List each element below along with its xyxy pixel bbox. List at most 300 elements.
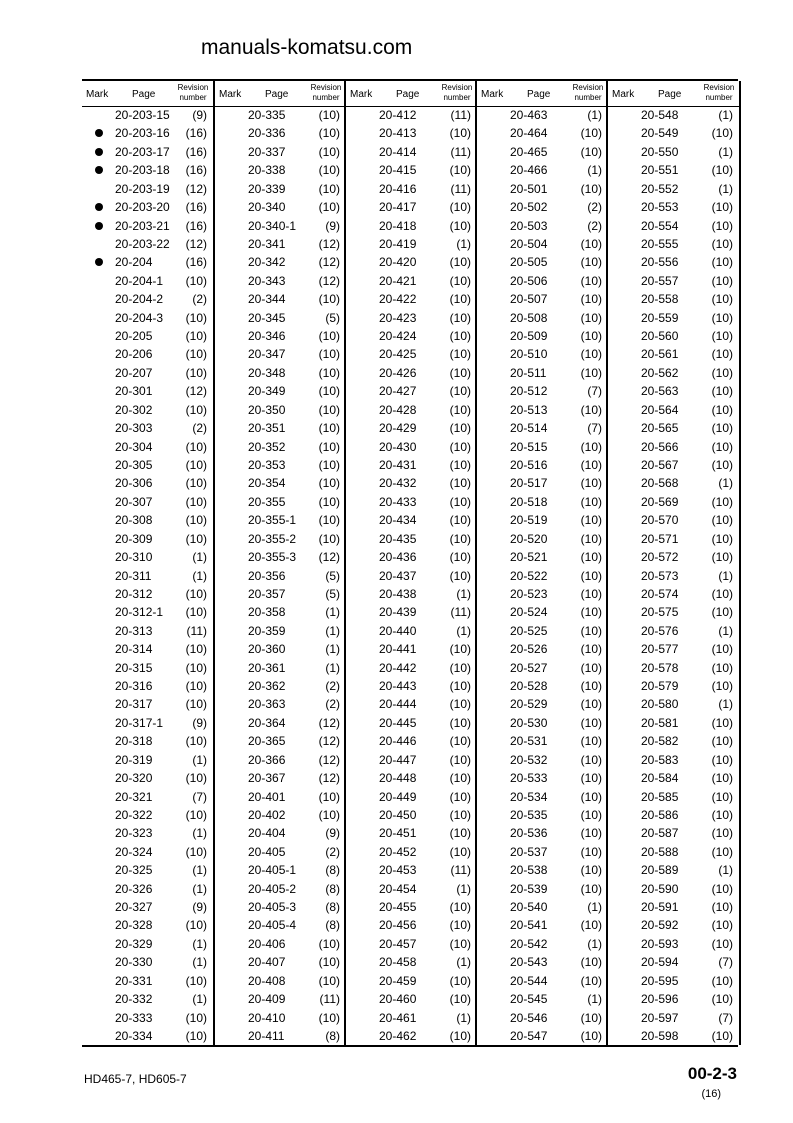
table-row [477, 198, 608, 216]
table-row [215, 548, 346, 566]
table-row [608, 622, 739, 640]
page-number: 20-458 [379, 955, 417, 970]
page-number: 20-305 [115, 457, 153, 472]
table-row [215, 659, 346, 677]
page-number: 20-527 [510, 660, 548, 675]
page-number: 20-314 [115, 642, 153, 657]
page-number: 20-556 [641, 255, 679, 270]
page-number: 20-433 [379, 494, 417, 509]
page-number: 20-507 [510, 292, 548, 307]
table-row [477, 382, 608, 400]
page-number: 20-524 [510, 605, 548, 620]
page-number: 20-577 [641, 642, 679, 657]
page-number: 20-359 [248, 623, 286, 638]
table-row [346, 732, 477, 750]
table-row [82, 198, 213, 216]
table-row [608, 824, 739, 842]
page-number: 20-521 [510, 550, 548, 565]
revision-number: (10) [580, 642, 602, 657]
page-number: 20-304 [115, 439, 153, 454]
page-number: 20-462 [379, 1029, 417, 1043]
page-number: 20-412 [379, 108, 417, 122]
table-row [477, 235, 608, 253]
footer-page-revision: (16) [701, 1088, 721, 1100]
revision-number: (12) [185, 236, 207, 251]
page-number: 20-522 [510, 568, 548, 583]
table-row [608, 788, 739, 806]
table-row [215, 972, 346, 990]
table-row [608, 290, 739, 308]
page-number: 20-569 [641, 494, 679, 509]
page-number: 20-336 [248, 126, 286, 141]
table-row [215, 253, 346, 271]
revision-number: (10) [580, 881, 602, 896]
table-row [215, 732, 346, 750]
table-row [215, 290, 346, 308]
table-row [215, 382, 346, 400]
revision-number: (10) [185, 329, 207, 344]
page-number: 20-447 [379, 752, 417, 767]
table-row [346, 364, 477, 382]
page-number: 20-555 [641, 236, 679, 251]
table-row [477, 622, 608, 640]
revision-number: (10) [449, 384, 471, 399]
table-row [477, 456, 608, 474]
revision-number: (10) [318, 126, 340, 141]
table-row [477, 677, 608, 695]
page-number: 20-315 [115, 660, 153, 675]
page-number: 20-420 [379, 255, 417, 270]
revision-number: (1) [325, 642, 340, 657]
revision-number: (10) [711, 531, 733, 546]
revision-number: (10) [580, 568, 602, 583]
page-number: 20-303 [115, 421, 153, 436]
revision-number: (12) [318, 752, 340, 767]
revision-number: (10) [318, 200, 340, 215]
revision-number: (1) [587, 108, 602, 122]
table-row [82, 438, 213, 456]
table-row [346, 419, 477, 437]
page-number: 20-440 [379, 623, 417, 638]
table-row [608, 714, 739, 732]
page-number: 20-350 [248, 402, 286, 417]
table-row [82, 714, 213, 732]
revision-number: (1) [456, 623, 471, 638]
page-number: 20-597 [641, 1010, 679, 1025]
table-row [608, 990, 739, 1008]
table-row [346, 861, 477, 879]
revision-number: (10) [711, 826, 733, 841]
page-number: 20-550 [641, 144, 679, 159]
table-row [346, 751, 477, 769]
page-number: 20-446 [379, 734, 417, 749]
page-number: 20-580 [641, 697, 679, 712]
revision-number: (10) [185, 973, 207, 988]
table-row [346, 253, 477, 271]
table-row [346, 990, 477, 1008]
page-number: 20-331 [115, 973, 153, 988]
table-row [608, 916, 739, 934]
page-number: 20-510 [510, 347, 548, 362]
page-number: 20-536 [510, 826, 548, 841]
revision-number: (1) [718, 697, 733, 712]
revision-number: (10) [711, 550, 733, 565]
table-row [82, 916, 213, 934]
revision-number: (10) [185, 476, 207, 491]
page-number: 20-558 [641, 292, 679, 307]
revision-number: (11) [450, 108, 471, 122]
revision-number: (12) [318, 771, 340, 786]
table-row [82, 806, 213, 824]
page-number: 20-435 [379, 531, 417, 546]
table-row [215, 511, 346, 529]
revision-number: (11) [450, 863, 471, 878]
revision-number: (10) [185, 457, 207, 472]
page-number: 20-327 [115, 900, 153, 915]
revision-number: (5) [325, 568, 340, 583]
revision-number: (11) [450, 144, 471, 159]
table-row [608, 659, 739, 677]
revision-number: (1) [718, 144, 733, 159]
table-row [346, 659, 477, 677]
page-number: 20-318 [115, 734, 153, 749]
revision-number: (10) [185, 365, 207, 380]
revision-number: (10) [185, 844, 207, 859]
column-group [606, 81, 741, 1045]
revision-number: (16) [185, 218, 207, 233]
revision-number: (10) [449, 734, 471, 749]
revision-number: (2) [587, 200, 602, 215]
page-number: 20-549 [641, 126, 679, 141]
column-header [82, 81, 213, 107]
table-row [215, 456, 346, 474]
revision-number: (10) [711, 126, 733, 141]
page-number: 20-321 [115, 789, 153, 804]
table-row [608, 695, 739, 713]
revision-number: (10) [580, 347, 602, 362]
page-number: 20-461 [379, 1010, 417, 1025]
column-header [215, 81, 346, 107]
table-row [346, 788, 477, 806]
table-row [346, 382, 477, 400]
table-row [215, 935, 346, 953]
table-row [477, 124, 608, 142]
table-row [477, 419, 608, 437]
page-number: 20-594 [641, 955, 679, 970]
revision-number: (10) [580, 476, 602, 491]
revision-number: (10) [711, 973, 733, 988]
table-row [82, 567, 213, 585]
page-number: 20-552 [641, 181, 679, 196]
page-number: 20-566 [641, 439, 679, 454]
table-row [346, 143, 477, 161]
page-number: 20-445 [379, 715, 417, 730]
revision-number: (10) [318, 476, 340, 491]
page-number: 20-317 [115, 697, 153, 712]
revision-number: (10) [711, 273, 733, 288]
revision-number: (10) [185, 918, 207, 933]
page-number: 20-586 [641, 807, 679, 822]
table-row [477, 511, 608, 529]
page-number: 20-427 [379, 384, 417, 399]
revision-number: (1) [192, 881, 207, 896]
page-number: 20-529 [510, 697, 548, 712]
page-number: 20-570 [641, 513, 679, 528]
table-row [82, 124, 213, 142]
revision-number: (10) [711, 292, 733, 307]
revision-number: (10) [580, 697, 602, 712]
page-number: 20-551 [641, 163, 679, 178]
table-row [346, 456, 477, 474]
page-number: 20-541 [510, 918, 548, 933]
page-number: 20-542 [510, 936, 548, 951]
table-row [608, 530, 739, 548]
table-row [608, 898, 739, 916]
page-number: 20-352 [248, 439, 286, 454]
table-row [215, 530, 346, 548]
page-number: 20-204-2 [115, 292, 164, 307]
table-row [346, 474, 477, 492]
revision-number: (10) [711, 421, 733, 436]
column-group [82, 81, 213, 1045]
page-number: 20-334 [115, 1029, 153, 1043]
revision-number: (10) [185, 439, 207, 454]
page-number: 20-442 [379, 660, 417, 675]
table-row [215, 198, 346, 216]
table-row [477, 603, 608, 621]
table-row [477, 253, 608, 271]
page-number: 20-401 [248, 789, 286, 804]
revision-number: (10) [449, 900, 471, 915]
page-number: 20-583 [641, 752, 679, 767]
revision-number: (10) [318, 973, 340, 988]
page-number: 20-425 [379, 347, 417, 362]
table-row [608, 456, 739, 474]
page-number: 20-593 [641, 936, 679, 951]
table-row [346, 972, 477, 990]
revision-number: (10) [318, 1010, 340, 1025]
table-row [477, 953, 608, 971]
table-row [215, 843, 346, 861]
table-row [477, 824, 608, 842]
table-row [82, 419, 213, 437]
revision-number: (10) [185, 642, 207, 657]
table-row [608, 953, 739, 971]
revision-number: (10) [580, 292, 602, 307]
page-number: 20-424 [379, 329, 417, 344]
revision-number: (10) [711, 881, 733, 896]
revision-number: (10) [711, 255, 733, 270]
table-row [608, 843, 739, 861]
revision-number: (10) [580, 494, 602, 509]
page-number: 20-360 [248, 642, 286, 657]
revision-number: (10) [318, 421, 340, 436]
table-row [215, 603, 346, 621]
page-number: 20-531 [510, 734, 548, 749]
table-row [215, 124, 346, 142]
revision-number: (10) [449, 439, 471, 454]
revision-number: (10) [580, 623, 602, 638]
page-number: 20-587 [641, 826, 679, 841]
page-number: 20-405-1 [248, 863, 297, 878]
header-page: Page [658, 89, 682, 100]
revision-number: (10) [449, 531, 471, 546]
page-number: 20-302 [115, 402, 153, 417]
revision-number: (7) [587, 384, 602, 399]
table-row [82, 327, 213, 345]
table-row [608, 603, 739, 621]
table-row [82, 180, 213, 198]
revision-number: (1) [192, 550, 207, 565]
revision-number: (10) [711, 329, 733, 344]
revision-number: (10) [580, 439, 602, 454]
page-number: 20-407 [248, 955, 286, 970]
revision-number: (10) [185, 679, 207, 694]
revision-number: (10) [318, 402, 340, 417]
page-number: 20-437 [379, 568, 417, 583]
revision-number: (10) [318, 292, 340, 307]
page-number: 20-523 [510, 586, 548, 601]
page-number: 20-545 [510, 992, 548, 1007]
table-row [477, 327, 608, 345]
revision-number: (10) [711, 771, 733, 786]
revision-number: (10) [185, 347, 207, 362]
revision-number: (10) [318, 955, 340, 970]
table-row [82, 493, 213, 511]
watermark: manuals-komatsu.com [201, 36, 413, 59]
table-row [215, 916, 346, 934]
column-header [608, 81, 739, 107]
page-number: 20-411 [248, 1029, 285, 1043]
page-number: 20-516 [510, 457, 548, 472]
table-row [215, 585, 346, 603]
page-number: 20-514 [510, 421, 548, 436]
revision-number: (12) [185, 384, 207, 399]
table-row [346, 843, 477, 861]
page-number: 20-501 [510, 181, 548, 196]
table-row [346, 603, 477, 621]
table-row [608, 1009, 739, 1027]
table-row [215, 677, 346, 695]
page-number: 20-585 [641, 789, 679, 804]
page-number: 20-332 [115, 992, 153, 1007]
page-number: 20-581 [641, 715, 679, 730]
table-row [346, 309, 477, 327]
page-number: 20-416 [379, 181, 417, 196]
page-number: 20-203-18 [115, 163, 170, 178]
revision-number: (8) [325, 918, 340, 933]
page-number: 20-434 [379, 513, 417, 528]
revision-number: (10) [580, 789, 602, 804]
page-number: 20-324 [115, 844, 153, 859]
table-row [477, 567, 608, 585]
table-row [82, 972, 213, 990]
revision-number: (10) [711, 163, 733, 178]
page-number: 20-463 [510, 108, 548, 122]
table-row [82, 253, 213, 271]
page-number: 20-203-17 [115, 144, 170, 159]
table-row [215, 493, 346, 511]
page-number: 20-575 [641, 605, 679, 620]
revision-number: (10) [580, 365, 602, 380]
table-row [215, 143, 346, 161]
table-row [608, 511, 739, 529]
revision-number: (11) [450, 605, 471, 620]
page-number: 20-361 [248, 660, 286, 675]
revision-number: (10) [711, 715, 733, 730]
page-number: 20-560 [641, 329, 679, 344]
revision-number: (10) [711, 936, 733, 951]
revision-number: (8) [325, 900, 340, 915]
page-number: 20-322 [115, 807, 153, 822]
page-number: 20-505 [510, 255, 548, 270]
revision-number: (8) [325, 863, 340, 878]
page-number: 20-590 [641, 881, 679, 896]
page-number: 20-333 [115, 1010, 153, 1025]
page-number: 20-530 [510, 715, 548, 730]
revision-number: (10) [318, 789, 340, 804]
header-mark: Mark [86, 89, 109, 100]
revision-number: (1) [325, 660, 340, 675]
revision-number: (10) [318, 531, 340, 546]
page-number: 20-546 [510, 1010, 548, 1025]
page-number: 20-355-1 [248, 513, 297, 528]
revision-number: (10) [580, 1010, 602, 1025]
revision-number: (16) [185, 126, 207, 141]
page-number: 20-449 [379, 789, 417, 804]
revision-number: (12) [318, 734, 340, 749]
page-number: 20-337 [248, 144, 286, 159]
table-row [477, 585, 608, 603]
table-row [346, 217, 477, 235]
page-number: 20-317-1 [115, 715, 164, 730]
revision-number: (10) [580, 771, 602, 786]
table-row [346, 714, 477, 732]
table-row [82, 990, 213, 1008]
table-row [215, 769, 346, 787]
revision-number: (10) [185, 605, 207, 620]
header-revision: Revision number [703, 83, 735, 102]
page-number: 20-578 [641, 660, 679, 675]
table-row [82, 751, 213, 769]
revision-number: (10) [318, 108, 340, 122]
table-row [477, 309, 608, 327]
revision-number: (10) [449, 476, 471, 491]
page-number: 20-572 [641, 550, 679, 565]
revision-number: (1) [718, 476, 733, 491]
revision-number: (1) [587, 163, 602, 178]
page-number: 20-429 [379, 421, 417, 436]
table-row [477, 345, 608, 363]
table-row [346, 695, 477, 713]
revision-number: (10) [185, 513, 207, 528]
table-row [608, 972, 739, 990]
page-number: 20-456 [379, 918, 417, 933]
page-number: 20-320 [115, 771, 153, 786]
table-row [477, 788, 608, 806]
page-number: 20-347 [248, 347, 286, 362]
page-number: 20-466 [510, 163, 548, 178]
table-row [608, 419, 739, 437]
table-row [82, 474, 213, 492]
table-row [477, 548, 608, 566]
page-number: 20-448 [379, 771, 417, 786]
revision-number: (10) [711, 513, 733, 528]
page-number: 20-544 [510, 973, 548, 988]
revision-number: (10) [449, 457, 471, 472]
table-row [215, 327, 346, 345]
table-row [215, 861, 346, 879]
